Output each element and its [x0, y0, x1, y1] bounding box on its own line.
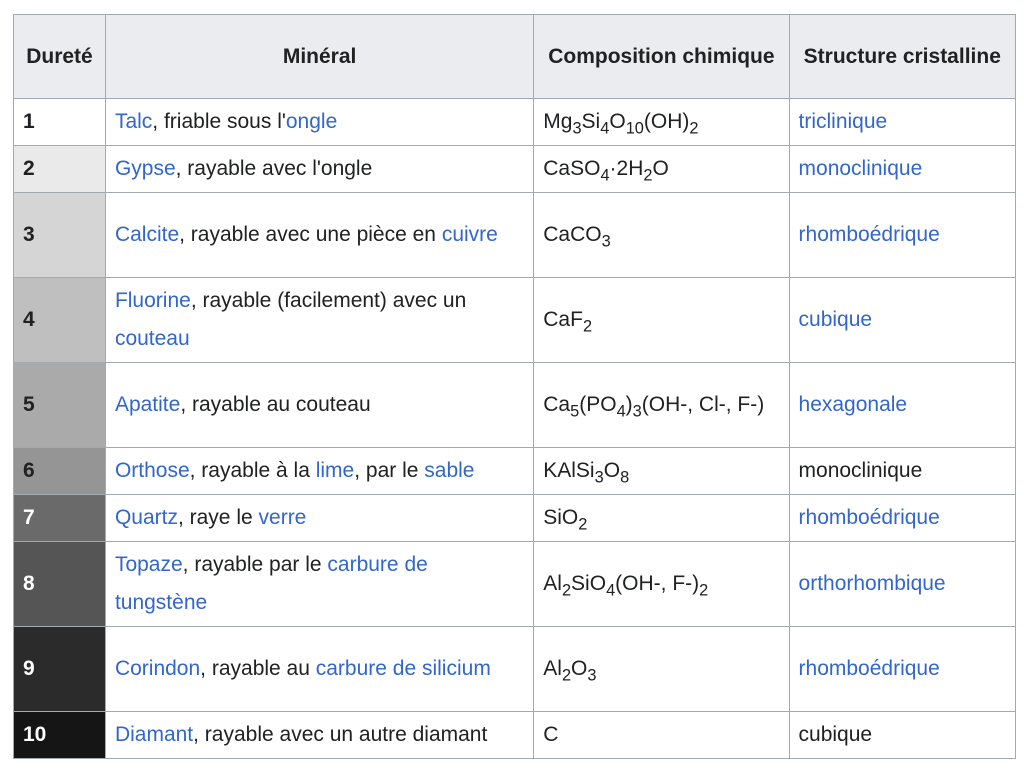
- mineral-link[interactable]: Talc: [114, 110, 153, 133]
- formula-text: O: [609, 110, 626, 133]
- formula-cell: [534, 146, 789, 193]
- mineral-cell: [105, 146, 533, 193]
- formula-text: SiO: [571, 572, 607, 595]
- mineral-link[interactable]: Diamant: [114, 723, 194, 746]
- table-row: [14, 627, 1016, 712]
- formula-text: ·2H: [609, 157, 644, 180]
- mineral-cell: [105, 495, 533, 542]
- formula-subscript: 2: [561, 581, 572, 600]
- formula-subscript: 4: [616, 402, 626, 421]
- hardness-cell: 2: [14, 146, 106, 193]
- mineral-link[interactable]: Gypse: [114, 157, 176, 180]
- formula-cell: [534, 278, 789, 363]
- mineral-description: , rayable avec l'ongle: [175, 157, 373, 180]
- formula-text: Al: [543, 572, 562, 595]
- formula-cell: [534, 542, 789, 627]
- table-row: [14, 99, 1016, 146]
- mineral-cell: [105, 627, 533, 712]
- formula-cell: [534, 193, 789, 278]
- mineral-cell: [105, 712, 533, 759]
- mineral-link[interactable]: Corindon: [114, 657, 201, 680]
- structure-text[interactable]: rhomboédrique: [798, 223, 940, 246]
- mineral-link[interactable]: cuivre: [441, 223, 498, 246]
- structure-cell: [789, 495, 1015, 542]
- hardness-cell: 9: [14, 627, 106, 712]
- header-mineral[interactable]: Minéral: [105, 15, 533, 99]
- formula-subscript: 2: [689, 119, 699, 138]
- table-row: [14, 193, 1016, 278]
- header-hardness[interactable]: Dureté: [14, 15, 106, 99]
- table-row: [14, 363, 1016, 448]
- formula-subscript: 5: [570, 402, 580, 421]
- formula-subscript: 10: [625, 119, 644, 138]
- formula-subscript: 2: [561, 666, 572, 685]
- table-row: [14, 278, 1016, 363]
- mohs-hardness-table: [13, 14, 1016, 759]
- formula-text: Ca: [543, 393, 571, 416]
- formula-subscript: 8: [620, 468, 630, 487]
- formula-text: (OH-, F-): [615, 572, 700, 595]
- table-row: [14, 146, 1016, 193]
- mineral-description: , rayable avec un autre diamant: [193, 723, 488, 746]
- formula-text: Mg: [543, 110, 573, 133]
- hardness-cell: 8: [14, 542, 106, 627]
- formula-text: (OH-, Cl-, F-): [641, 393, 765, 416]
- mineral-link[interactable]: lime: [315, 459, 355, 482]
- formula-cell: [534, 627, 789, 712]
- structure-cell: [789, 712, 1015, 759]
- table-row: [14, 712, 1016, 759]
- mineral-link[interactable]: verre: [258, 506, 307, 529]
- mineral-description: , rayable au couteau: [180, 393, 371, 416]
- formula-text: CaSO: [543, 157, 601, 180]
- hardness-cell: 1: [14, 99, 106, 146]
- mineral-link[interactable]: couteau: [114, 327, 190, 350]
- mineral-link[interactable]: Quartz: [114, 506, 178, 529]
- mineral-link[interactable]: ongle: [285, 110, 338, 133]
- structure-cell: [789, 448, 1015, 495]
- formula-text: CaF: [543, 308, 583, 331]
- mineral-description: , friable sous l': [152, 110, 286, 133]
- formula-subscript: 2: [699, 581, 709, 600]
- formula-text: (OH): [643, 110, 690, 133]
- hardness-cell: 3: [14, 193, 106, 278]
- formula-text: SiO: [543, 506, 579, 529]
- mineral-cell: [105, 278, 533, 363]
- formula-text: KAlSi: [543, 459, 595, 482]
- formula-subscript: 3: [587, 666, 597, 685]
- formula-text: (PO: [579, 393, 617, 416]
- table-row: [14, 542, 1016, 627]
- mineral-link[interactable]: Orthose: [114, 459, 190, 482]
- structure-text[interactable]: cubique: [798, 308, 873, 331]
- structure-text: monoclinique: [798, 459, 923, 482]
- structure-cell: [789, 627, 1015, 712]
- formula-cell: [534, 99, 789, 146]
- formula-subscript: 2: [582, 317, 593, 336]
- formula-cell: [534, 712, 789, 759]
- hardness-cell: 4: [14, 278, 106, 363]
- structure-text[interactable]: rhomboédrique: [798, 506, 940, 529]
- mineral-cell: [105, 363, 533, 448]
- table-header-row: [14, 15, 1016, 99]
- structure-cell: [789, 193, 1015, 278]
- formula-text: Al: [543, 657, 562, 680]
- mineral-description: , rayable avec une pièce en: [179, 223, 442, 246]
- mineral-cell: [105, 542, 533, 627]
- formula-cell: [534, 495, 789, 542]
- table-row: [14, 448, 1016, 495]
- hardness-cell: 6: [14, 448, 106, 495]
- structure-text[interactable]: triclinique: [798, 110, 888, 133]
- hardness-cell: 5: [14, 363, 106, 448]
- formula-text: Si: [581, 110, 601, 133]
- mineral-description: , rayable (facilement) avec un: [190, 289, 467, 312]
- structure-cell: [789, 363, 1015, 448]
- mineral-link[interactable]: Fluorine: [114, 289, 191, 312]
- formula-subscript: 2: [578, 515, 588, 534]
- formula-text: O: [571, 657, 588, 680]
- formula-subscript: 3: [572, 119, 582, 138]
- formula-text: ): [625, 393, 633, 416]
- structure-text[interactable]: hexagonale: [798, 393, 908, 416]
- structure-cell: [789, 99, 1015, 146]
- structure-cell: [789, 146, 1015, 193]
- formula-text: O: [603, 459, 621, 482]
- mineral-cell: [105, 99, 533, 146]
- structure-text[interactable]: monoclinique: [798, 157, 923, 180]
- formula-subscript: 3: [601, 232, 611, 251]
- formula-text: CaCO: [543, 223, 602, 246]
- mineral-description: , rayable par le: [182, 553, 328, 576]
- mineral-description: , rayable au: [200, 657, 316, 680]
- mineral-link[interactable]: sable: [424, 459, 475, 482]
- mineral-description: , par le: [354, 459, 425, 482]
- formula-subscript: 4: [600, 119, 610, 138]
- structure-text[interactable]: rhomboédrique: [798, 657, 940, 680]
- mineral-link[interactable]: Apatite: [114, 393, 181, 416]
- mineral-cell: [105, 448, 533, 495]
- formula-subscript: 3: [632, 402, 642, 421]
- formula-subscript: 4: [606, 581, 616, 600]
- mineral-link[interactable]: Calcite: [114, 223, 180, 246]
- structure-cell: [789, 278, 1015, 363]
- mineral-link[interactable]: carbure de tungstène: [114, 553, 428, 614]
- formula-subscript: 3: [594, 468, 604, 487]
- structure-text[interactable]: orthorhombique: [798, 572, 946, 595]
- formula-text: O: [652, 157, 669, 180]
- formula-subscript: 4: [600, 166, 610, 185]
- formula-cell: [534, 448, 789, 495]
- mineral-link[interactable]: Topaze: [114, 553, 183, 576]
- hardness-cell: 7: [14, 495, 106, 542]
- formula-text: C: [543, 723, 559, 746]
- mineral-description: , raye le: [177, 506, 259, 529]
- structure-cell: [789, 542, 1015, 627]
- structure-text: cubique: [798, 723, 873, 746]
- header-structure[interactable]: Structure cristalline: [789, 15, 1015, 99]
- formula-cell: [534, 363, 789, 448]
- mineral-link[interactable]: carbure de silicium: [315, 657, 491, 680]
- header-composition[interactable]: Composition chimique: [534, 15, 789, 99]
- formula-subscript: 2: [643, 166, 653, 185]
- hardness-cell: 10: [14, 712, 106, 759]
- mineral-cell: [105, 193, 533, 278]
- table-row: [14, 495, 1016, 542]
- mineral-description: , rayable à la: [189, 459, 316, 482]
